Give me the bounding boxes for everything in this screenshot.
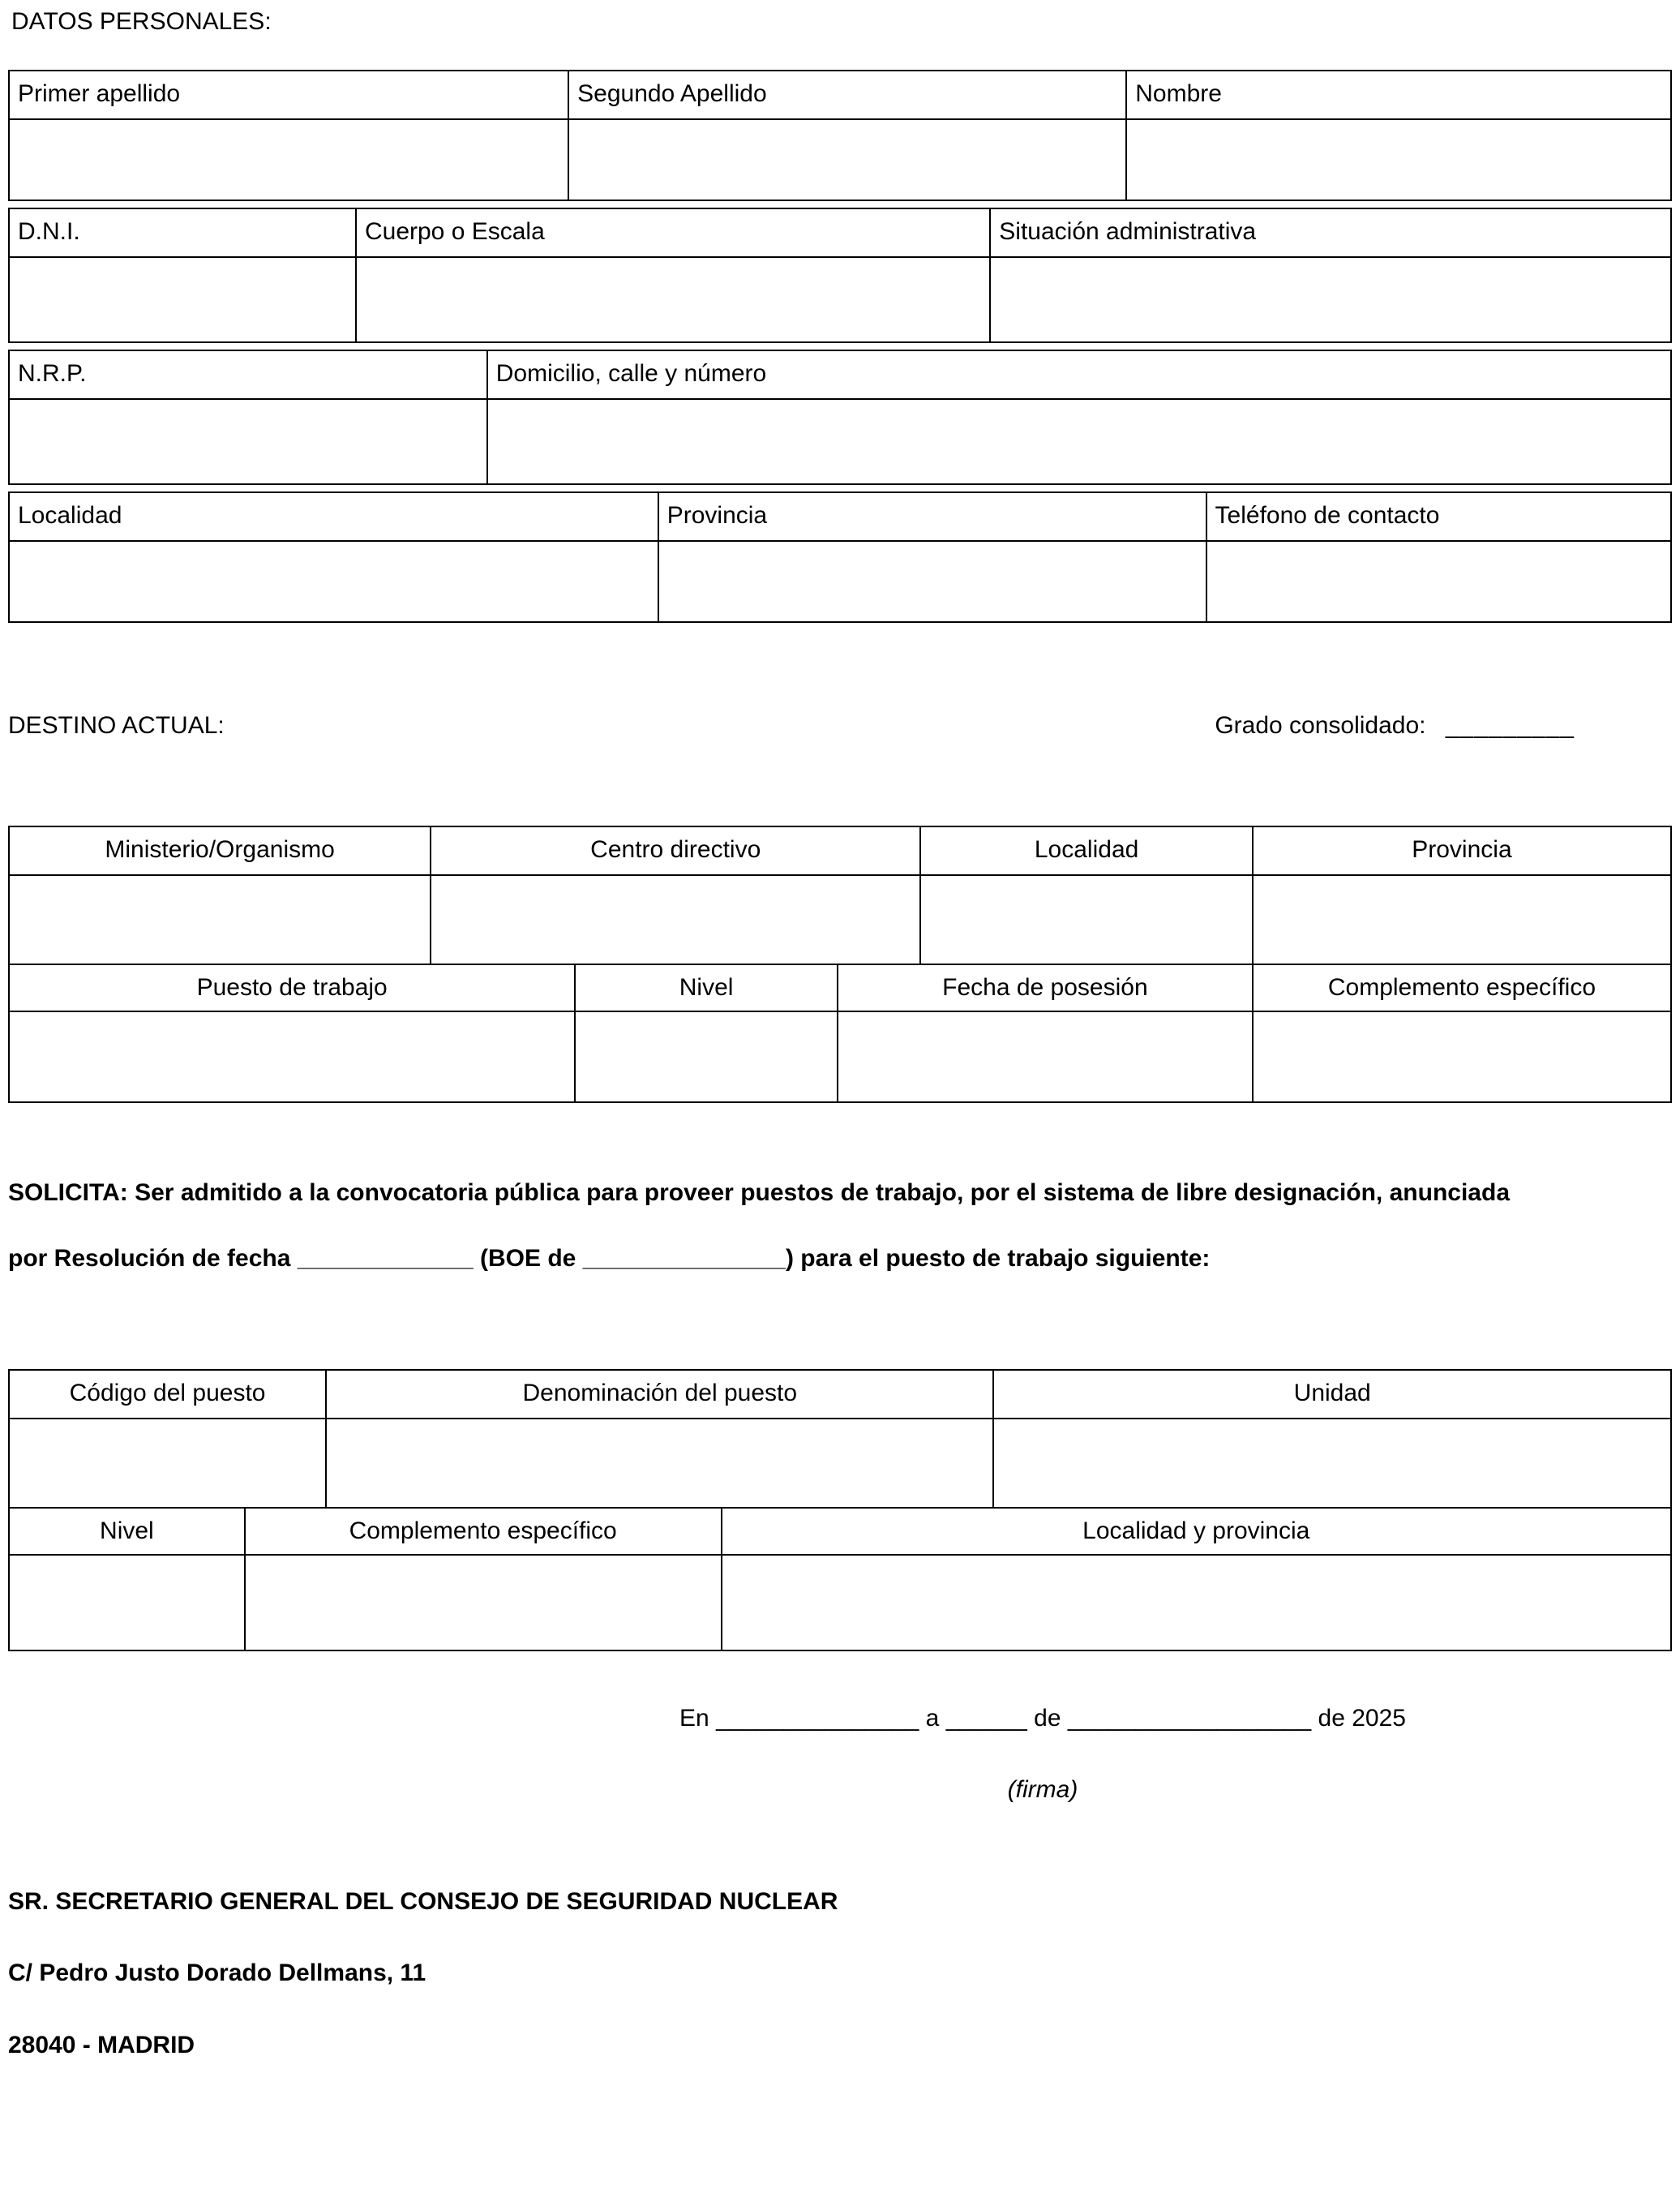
row1-labels: [10, 71, 1670, 118]
dni-field[interactable]: [10, 258, 355, 341]
row2-labels: [10, 209, 1670, 256]
footer-address: [8, 1887, 1672, 2060]
primer-apellido-field[interactable]: [10, 120, 568, 200]
row4-labels: [10, 493, 1670, 540]
destino-provincia-field[interactable]: [1252, 876, 1670, 964]
row4-values: [10, 540, 1670, 621]
puesto-trabajo-label: Puesto de trabajo: [196, 974, 388, 1002]
centro-directivo-field[interactable]: [430, 876, 919, 964]
segundo-apellido-label: Segundo Apellido: [568, 71, 1125, 118]
nombre-field[interactable]: [1125, 120, 1670, 200]
codigo-puesto-field[interactable]: [10, 1419, 325, 1507]
destino-row1-labels: [10, 827, 1670, 874]
puesto-row2-values: [10, 1554, 1670, 1650]
localidad-provincia-label: Localidad y provincia: [721, 1509, 1670, 1554]
row1-values: [10, 118, 1670, 200]
solicita-paragraph: [8, 1160, 1672, 1291]
nombre-label: Nombre: [1125, 71, 1670, 118]
datos-personales-row1-block: [8, 70, 1672, 201]
complemento-especifico-label: Complemento específico: [1252, 965, 1670, 1011]
grado-consolidado-label: Grado consolidado:: [1215, 712, 1426, 740]
cuerpo-escala-label: Cuerpo o Escala: [355, 209, 989, 256]
signature-area: [414, 1703, 1672, 1805]
localidad-field[interactable]: [10, 542, 658, 621]
fecha-posesion-label: Fecha de posesión: [837, 965, 1252, 1011]
destino-actual-table: [8, 826, 1672, 1103]
footer-recipient: SR. SECRETARIO GENERAL DEL CONSEJO DE SEGURIDAD NUCLEAR: [8, 1888, 838, 1916]
telefono-contacto-label: Teléfono de contacto: [1206, 493, 1670, 540]
destino-row2-values: [10, 1011, 1670, 1101]
destino-row1-values: [10, 874, 1670, 964]
destino-localidad-label: Localidad: [919, 827, 1252, 874]
destino-provincia-label: Provincia: [1252, 827, 1670, 874]
ministerio-organismo-field[interactable]: [10, 876, 430, 964]
puesto-nivel-label: Nivel: [100, 1517, 154, 1545]
segundo-apellido-field[interactable]: [568, 120, 1125, 200]
date-line[interactable]: En _______________ a ______ de __________________ de 2025: [679, 1705, 1406, 1732]
row3-values: [10, 398, 1670, 483]
dni-label: D.N.I.: [18, 218, 80, 246]
nrp-field[interactable]: [10, 400, 486, 483]
provincia-label: Provincia: [658, 493, 1206, 540]
puesto-complemento-especifico-field[interactable]: [244, 1556, 721, 1650]
datos-personales-row2-block: [8, 208, 1672, 343]
destino-actual-heading: DESTINO ACTUAL:: [8, 712, 225, 740]
situacion-administrativa-label: Situación administrativa: [989, 209, 1670, 256]
localidad-provincia-field[interactable]: [721, 1556, 1670, 1650]
domicilio-label: Domicilio, calle y número: [486, 351, 1670, 398]
destino-row2-labels: [10, 964, 1670, 1011]
denominacion-puesto-field[interactable]: [325, 1419, 992, 1507]
domicilio-field[interactable]: [486, 400, 1670, 483]
datos-personales-heading: DATOS PERSONALES:: [11, 8, 272, 35]
codigo-puesto-label: Código del puesto: [69, 1380, 266, 1407]
nivel-field[interactable]: [574, 1012, 837, 1101]
puesto-trabajo-field[interactable]: [10, 1012, 574, 1101]
destino-actual-line: [8, 710, 1672, 741]
puesto-solicitado-table: [8, 1369, 1672, 1651]
solicita-text-3: ) para el puesto de trabajo siguiente:: [785, 1245, 1211, 1273]
situacion-administrativa-field[interactable]: [989, 258, 1670, 341]
centro-directivo-label: Centro directivo: [430, 827, 919, 874]
puesto-row1-values: [10, 1418, 1670, 1507]
grado-consolidado-field[interactable]: _________: [1445, 712, 1575, 740]
solicita-text-1: SOLICITA: Ser admitido a la convocatoria pública para proveer puestos de trabajo, por el sistema de libre designación, anunciada por Resolución de fecha: [8, 1179, 1510, 1273]
ministerio-organismo-label: Ministerio/Organismo: [105, 836, 335, 864]
complemento-especifico-field[interactable]: [1252, 1012, 1670, 1101]
puesto-complemento-especifico-label: Complemento específico: [244, 1509, 721, 1554]
datos-personales-row3-block: [8, 350, 1672, 485]
nivel-label: Nivel: [574, 965, 837, 1011]
solicita-text-2: (BOE de: [480, 1245, 576, 1273]
fecha-posesion-field[interactable]: [837, 1012, 1252, 1101]
cuerpo-escala-field[interactable]: [355, 258, 989, 341]
unidad-label: Unidad: [992, 1371, 1670, 1418]
primer-apellido-label: Primer apellido: [18, 80, 181, 108]
grado-consolidado: [1215, 710, 1575, 741]
solicita-fecha-blank[interactable]: _____________: [297, 1245, 474, 1273]
nrp-label: N.R.P.: [18, 360, 87, 388]
telefono-contacto-field[interactable]: [1206, 542, 1670, 621]
solicita-boe-blank[interactable]: _______________: [582, 1245, 786, 1273]
puesto-row2-labels: [10, 1507, 1670, 1554]
destino-localidad-field[interactable]: [919, 876, 1252, 964]
localidad-label: Localidad: [18, 502, 122, 530]
footer-city: 28040 - MADRID: [8, 2031, 195, 2058]
denominacion-puesto-label: Denominación del puesto: [325, 1371, 992, 1418]
footer-street: C/ Pedro Justo Dorado Dellmans, 11: [8, 1959, 426, 1987]
datos-personales-row4-block: [8, 491, 1672, 623]
row3-labels: [10, 351, 1670, 398]
firma-label: (firma): [1007, 1776, 1078, 1804]
puesto-row1-labels: [10, 1371, 1670, 1418]
row2-values: [10, 256, 1670, 341]
unidad-field[interactable]: [992, 1419, 1670, 1507]
provincia-field[interactable]: [658, 542, 1206, 621]
puesto-nivel-field[interactable]: [10, 1556, 244, 1650]
